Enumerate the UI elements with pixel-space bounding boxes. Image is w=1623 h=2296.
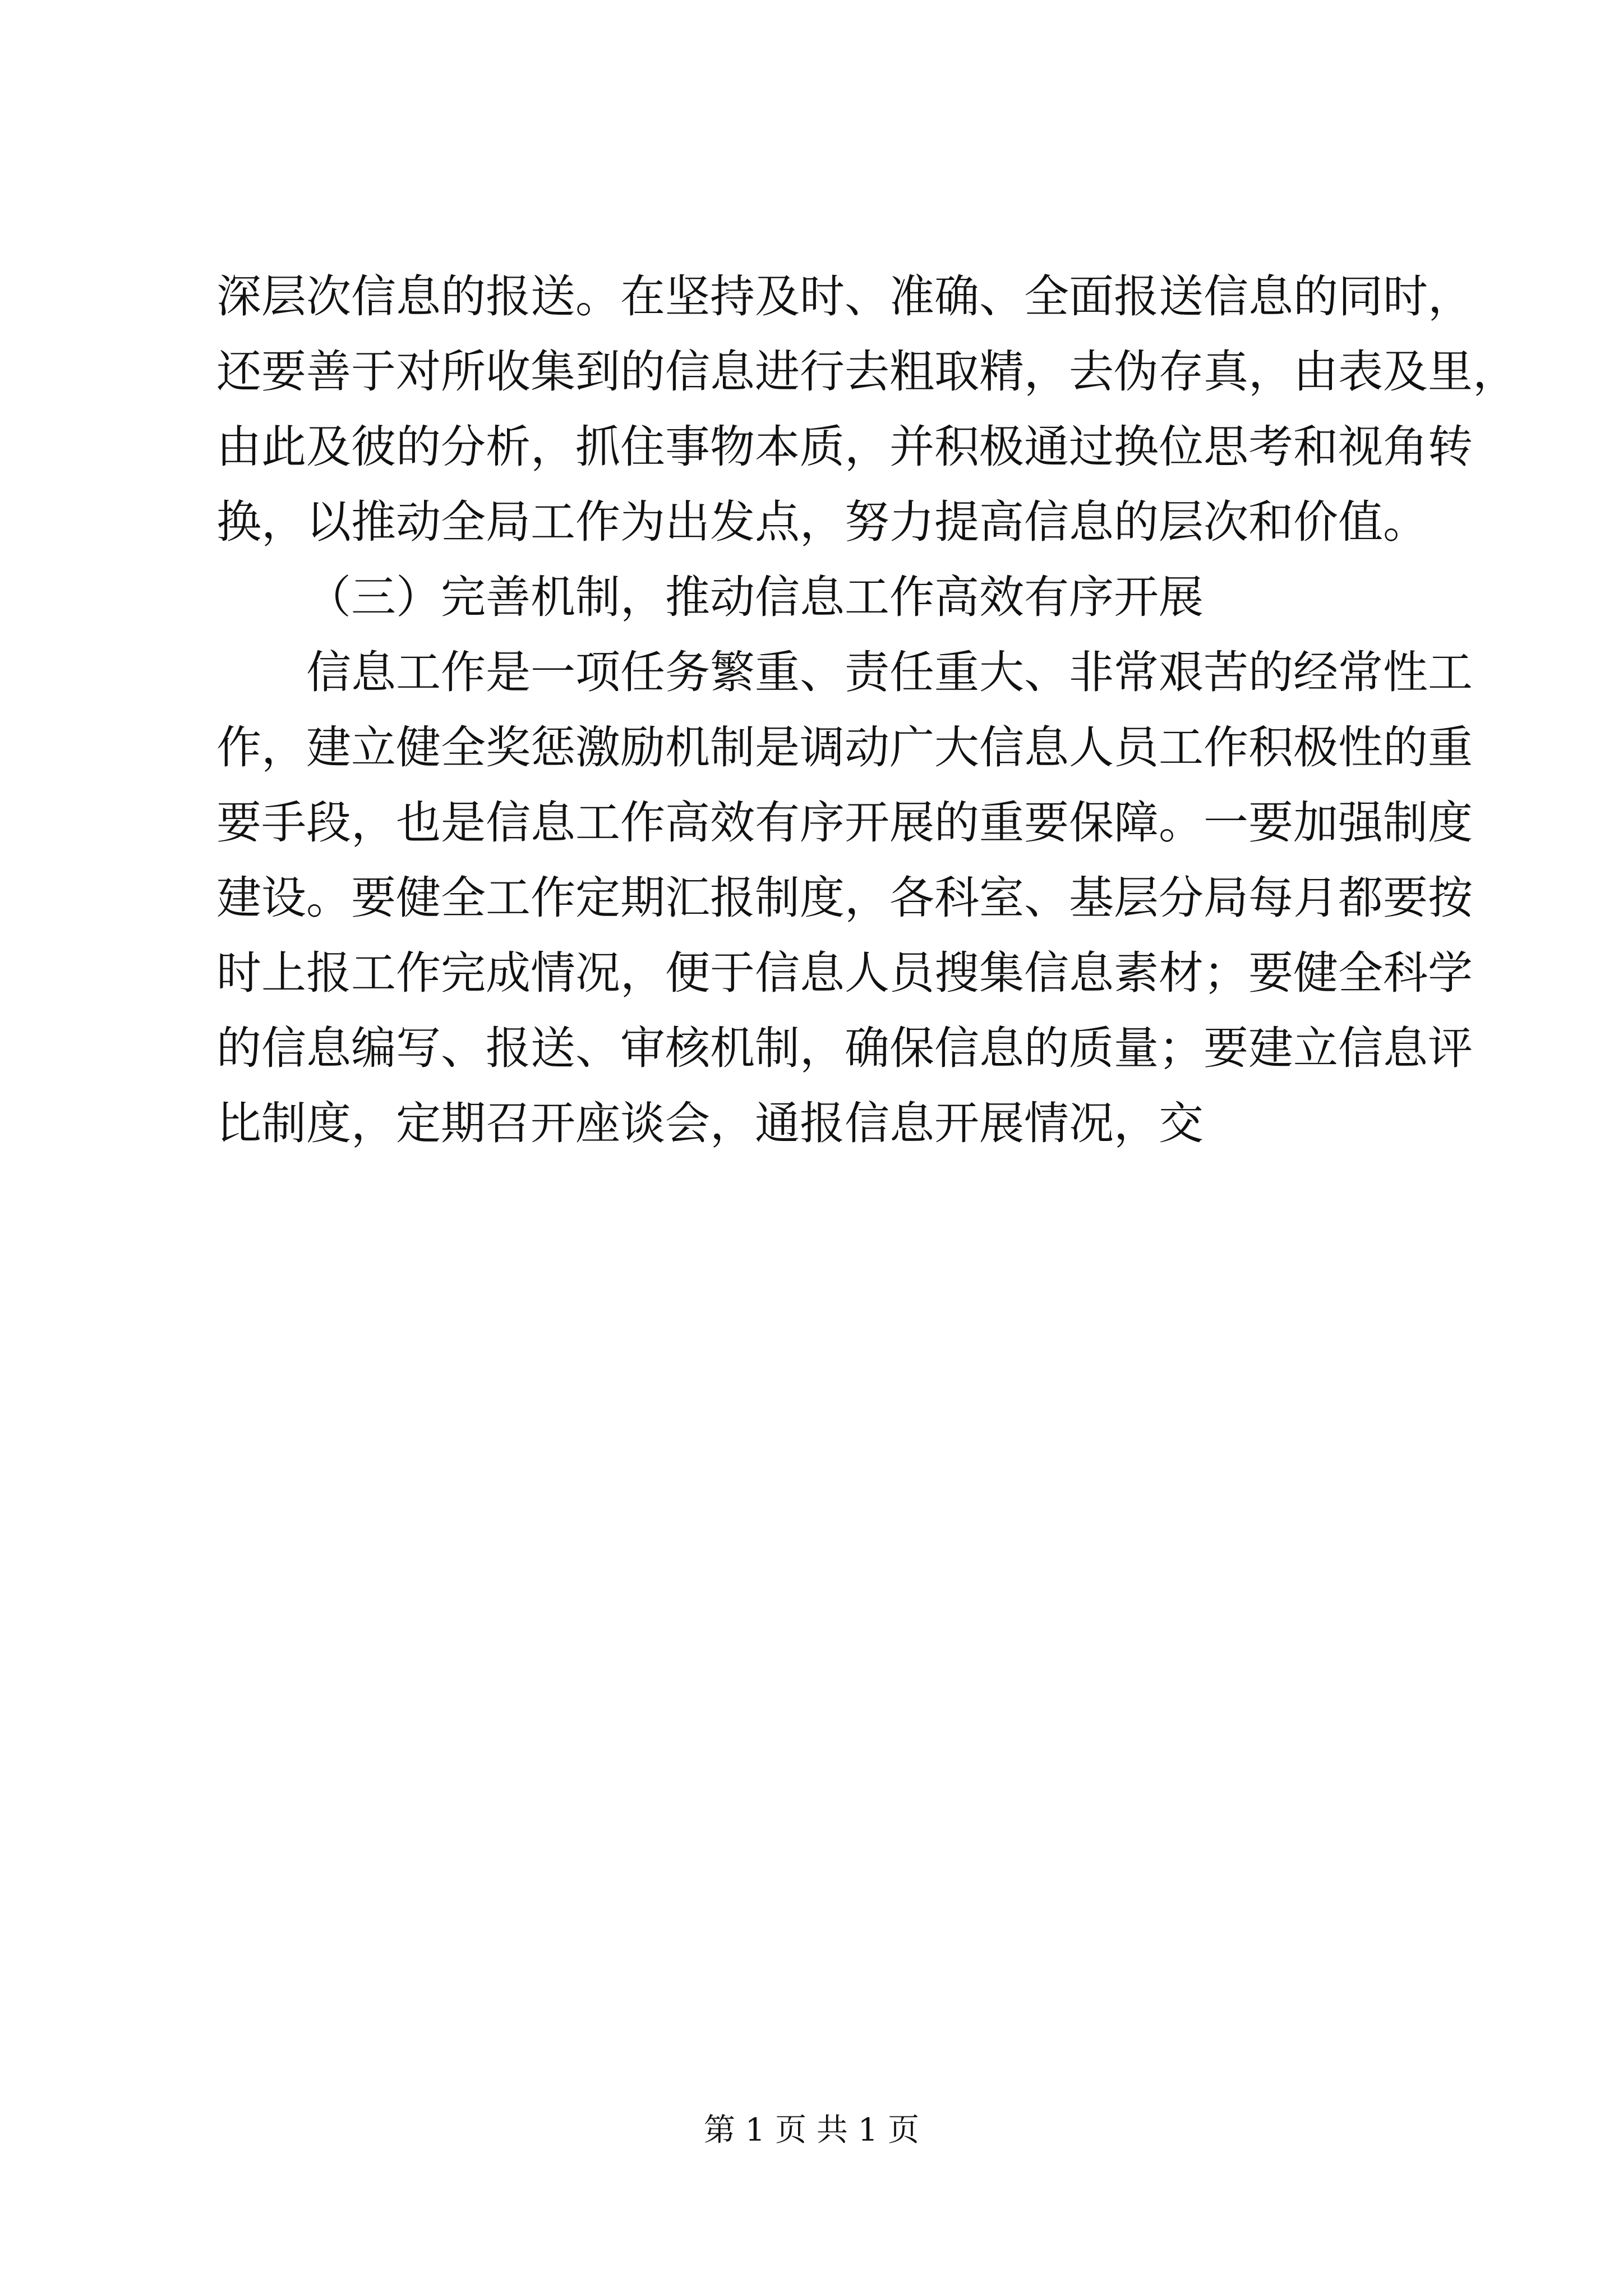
page-number-footer: 第 1 页 共 1 页: [703, 2112, 920, 2148]
text-line: 换，以推动全局工作为出发点，努力提高信息的层次和价值。: [216, 496, 1428, 548]
text-line: 作，建立健全奖惩激励机制是调动广大信息人员工作积极性的重: [216, 721, 1473, 774]
text-line: 由此及彼的分析，抓住事物本质，并积极通过换位思考和视角转: [216, 421, 1473, 473]
section-heading: （三）完善机制，推动信息工作高效有序开展: [306, 571, 1204, 623]
body-text: [216, 259, 1518, 1161]
text-line: 时上报工作完成情况，便于信息人员搜集信息素材；要健全科学: [216, 947, 1473, 999]
text-line: 深层次信息的报送。在坚持及时、准确、全面报送信息的同时，: [216, 270, 1473, 323]
text-line: 建设。要健全工作定期汇报制度，各科室、基层分局每月都要按: [216, 872, 1473, 924]
text-line: 还要善于对所收集到的信息进行去粗取精，去伪存真，由表及里，: [216, 346, 1518, 398]
text-line: 要手段，也是信息工作高效有序开展的重要保障。一要加强制度: [216, 797, 1473, 849]
text-line: 信息工作是一项任务繁重、责任重大、非常艰苦的经常性工: [306, 646, 1473, 698]
text-line: 的信息编写、报送、审核机制，确保信息的质量；要建立信息评: [216, 1022, 1473, 1074]
text-line: 比制度，定期召开座谈会，通报信息开展情况，交: [216, 1097, 1204, 1149]
